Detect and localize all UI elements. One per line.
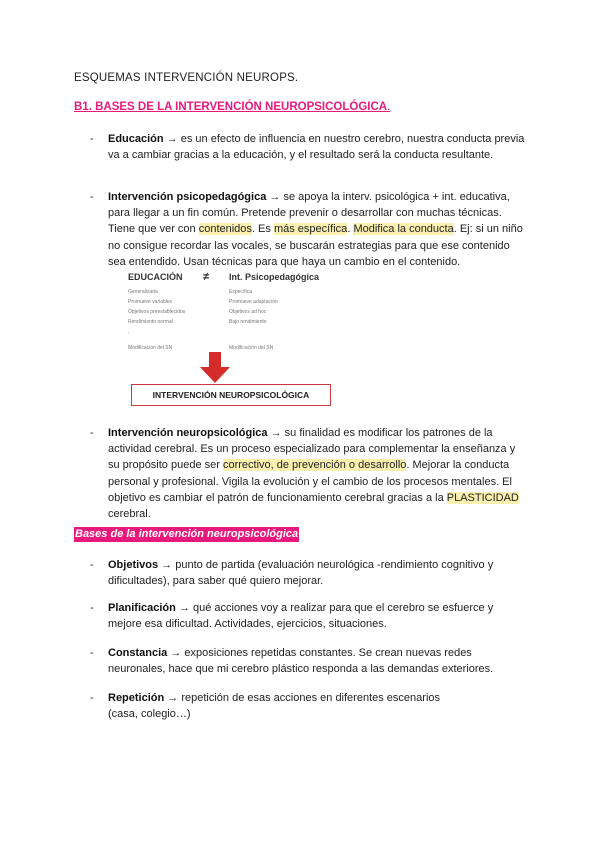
bullet-mark: - [90,602,94,614]
objetivos-term: Objetivos [108,559,159,571]
diagram-right-item: Modificación del SN [229,345,274,351]
psicopedagogica-text-1: → se apoya la interv. psicológica + int. educativa, para llegar a un fin común. Pretende prevenir o desarrollar con muchas técnicas. Tiene que ver con [108,191,510,236]
neuropsicologica-term: Intervención neuropsicológica [108,427,268,439]
diagram-left-item: Promueve variables [128,299,173,305]
down-arrow-icon [198,351,232,384]
objetivos-paragraph [108,557,528,589]
diagram-left-item: Generalizada [128,289,158,295]
section-title [74,101,390,113]
diagram-left-item: Modificación del SN [128,345,173,351]
arrow-shaft [209,352,221,368]
educacion-term: Educación [108,133,164,145]
repeticion-term: Repetición [108,692,165,704]
repeticion-paragraph [108,690,468,722]
diagram-result-box: INTERVENCIÓN NEUROPSICOLÓGICA [131,384,331,406]
arrow-head [200,367,230,383]
bullet-mark: - [90,133,94,145]
highlight-plasticidad: PLASTICIDAD [446,491,519,504]
diagram-left-item: Rendimiento normal [128,319,173,325]
bullet-mark: - [90,559,94,571]
diagram-neq-symbol: ≠ [203,271,210,283]
neuropsicologica-text-3: cerebral. [108,508,151,521]
educacion-text: → es un efecto de influencia en nuestro cerebro, nuestra conducta previa va a cambiar gracias a la educación, y el resultado será la conducta resultante. [108,133,525,162]
diagram-left-item: Objetivos preestablecidos [128,309,186,315]
highlight-correctivo: correctivo, de prevención o desarrollo [222,459,407,472]
neuropsicologica-text-2: . Mejorar la conducta personal y profesional. Vigila la evolución y el cambio de los procesos mentales. El objetivo es cambiar el patrón de funcionamiento cerebral gracias a la [108,459,512,504]
highlight-modifica: Modifica la conducta [353,223,454,236]
bullet-mark: - [90,427,94,439]
psicopedagogica-term: Intervención psicopedagógica [108,191,267,203]
bullet-mark: - [90,647,94,659]
psicopedagogica-text-3: . [347,223,354,236]
repeticion-text: → repetición de esas acciones en diferentes escenarios (casa, colegio…) [108,692,441,721]
psicopedagogica-paragraph [108,189,528,270]
constancia-text: → exposiciones repetidas constantes. Se crean nuevas redes neuronales, hace que mi cerebro plástico responda a las demandas exteriores. [108,647,494,676]
diagram-right-item: Específica [229,289,253,295]
diagram-right-heading: Int. Psicopedagógica [229,272,320,282]
psicopedagogica-text-2: . Es [251,223,274,236]
bullet-mark: - [90,191,94,203]
highlight-contenidos: contenidos [198,223,252,236]
diagram-right-item: Promueve adaptación [229,299,278,305]
diagram-right-item: Bajo rendimiento [229,319,267,325]
bullet-mark: - [90,692,94,704]
section-title-period: . [387,101,391,113]
planificacion-paragraph [108,600,528,632]
subsection-title: Bases de la intervención neuropsicológica [75,528,299,540]
document-title: ESQUEMAS INTERVENCIÓN NEUROPS. [74,72,299,84]
neuropsicologica-text-1: → su finalidad es modificar los patrones de la actividad cerebral. Es un proceso especializado para complementar la enseñanza y su propósito puede ser [108,427,516,472]
educacion-paragraph [108,131,528,163]
comparison-diagram [118,268,338,408]
section-title-text: B1. BASES DE LA INTERVENCIÓN NEUROPSICOLÓGICA [74,101,388,113]
highlight-especifica: más específica [273,223,348,236]
planificacion-text: → qué acciones voy a realizar para que el cerebro se esfuerce y mejore esa dificultad. Actividades, ejercicios, situaciones. [108,602,494,631]
constancia-term: Constancia [108,647,168,659]
psicopedagogica-text-4: . Ej: si un niño no consigue recordar las vocales, se buscarán estrategias para que ese contenido sea entendido. Usan técnicas para que haya un cambio en el contenido. [108,223,523,268]
diagram-left-item: - [128,330,130,336]
objetivos-text: → punto de partida (evaluación neurológica -rendimiento cognitivo y dificultades), para saber qué quiero mejorar. [108,559,494,588]
neuropsicologica-paragraph [108,425,528,522]
diagram-left-heading: EDUCACIÓN [128,272,183,282]
planificacion-term: Planificación [108,602,176,614]
constancia-paragraph [108,645,528,677]
diagram-right-item: Objetivos ad hoc [229,309,267,315]
